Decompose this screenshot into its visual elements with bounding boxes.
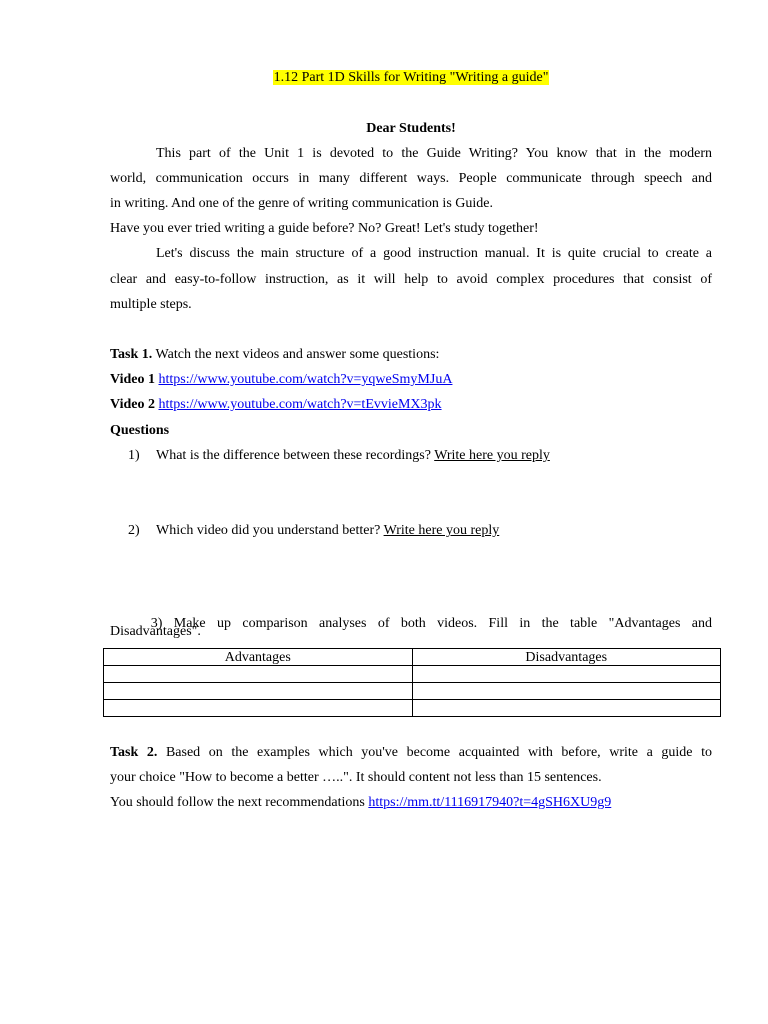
video2-label: Video 2 — [110, 397, 155, 412]
video1-line — [110, 371, 712, 388]
intro-p1-line1: This part of the Unit 1 is devoted to the Guide Writing? You know that in the modern — [156, 146, 712, 161]
table-cell-advantage[interactable] — [104, 683, 413, 700]
recommendations-link[interactable]: https://mm.tt/1116917940?t=4gSH6XU9g9 — [368, 795, 612, 810]
question-3-text: 3) Make up comparison analyses of both videos. Fill in the table "Advantages and — [150, 616, 713, 631]
table-cell-advantage[interactable] — [104, 700, 413, 717]
table-cell-disadvantage[interactable] — [412, 683, 721, 700]
document-title-line — [110, 69, 712, 86]
intro-p2: Have you ever tried writing a guide before? No? Great! Let's study together! — [110, 221, 539, 236]
task2-text-3: You should follow the next recommendations — [110, 795, 369, 810]
question-2-reply-field[interactable]: Write here you reply — [383, 523, 500, 538]
questions-label: Questions — [110, 423, 170, 438]
table-cell-disadvantage[interactable] — [412, 666, 721, 683]
table-row — [104, 683, 721, 700]
task1-text: Watch the next videos and answer some questions: — [152, 347, 440, 362]
advantages-table — [103, 648, 721, 717]
table-header-row — [104, 649, 721, 666]
question-2 — [110, 522, 712, 539]
question-3-line2: Disadvantages". — [110, 624, 201, 639]
document-title: 1.12 Part 1D Skills for Writing "Writing a guide" — [273, 70, 549, 85]
task1-label: Task 1. — [110, 347, 153, 362]
video1-link[interactable]: https://www.youtube.com/watch?v=yqweSmyMJuA — [158, 372, 453, 387]
disadvantages-header: Disadvantages — [412, 649, 721, 666]
greeting-text: Dear Students! — [366, 121, 456, 136]
advantages-header: Advantages — [104, 649, 413, 666]
intro-p1-line3: in writing. And one of the genre of writing communication is Guide. — [110, 196, 493, 211]
intro-p3-line1: Let's discuss the main structure of a good instruction manual. It is quite crucial to create a — [156, 246, 712, 261]
table-row — [104, 700, 721, 717]
task2-text-1: Based on the examples which you've become acquainted with before, write a guide to — [157, 745, 712, 760]
question-1 — [110, 447, 712, 464]
table-row — [104, 666, 721, 683]
question-1-text: What is the difference between these recordings? — [156, 448, 435, 463]
table-cell-disadvantage[interactable] — [412, 700, 721, 717]
question-1-reply-field[interactable]: Write here you reply — [434, 448, 550, 463]
task1-heading — [110, 346, 712, 363]
video2-line — [110, 396, 712, 413]
task2-line1 — [110, 744, 712, 761]
question-2-text: Which video did you understand better? — [156, 523, 384, 538]
table-cell-advantage[interactable] — [104, 666, 413, 683]
questions-heading — [110, 422, 712, 439]
task2-label: Task 2. — [110, 745, 158, 760]
question-1-number: 1) — [128, 448, 140, 463]
intro-p3-line2: clear and easy-to-follow instruction, as it will help to avoid complex procedures that consist of — [110, 272, 712, 287]
intro-p1-line2: world, communication occurs in many different ways. People communicate through speech and — [110, 171, 712, 186]
question-2-number: 2) — [128, 523, 140, 538]
task2-line2: your choice "How to become a better …..". It should content not less than 15 sentences. — [110, 770, 602, 785]
intro-p3-line3: multiple steps. — [110, 297, 192, 312]
video1-label: Video 1 — [110, 372, 155, 387]
video2-link[interactable]: https://www.youtube.com/watch?v=tEvvieMX3pk — [158, 397, 442, 412]
greeting — [110, 120, 712, 137]
task2-line3 — [110, 794, 712, 811]
